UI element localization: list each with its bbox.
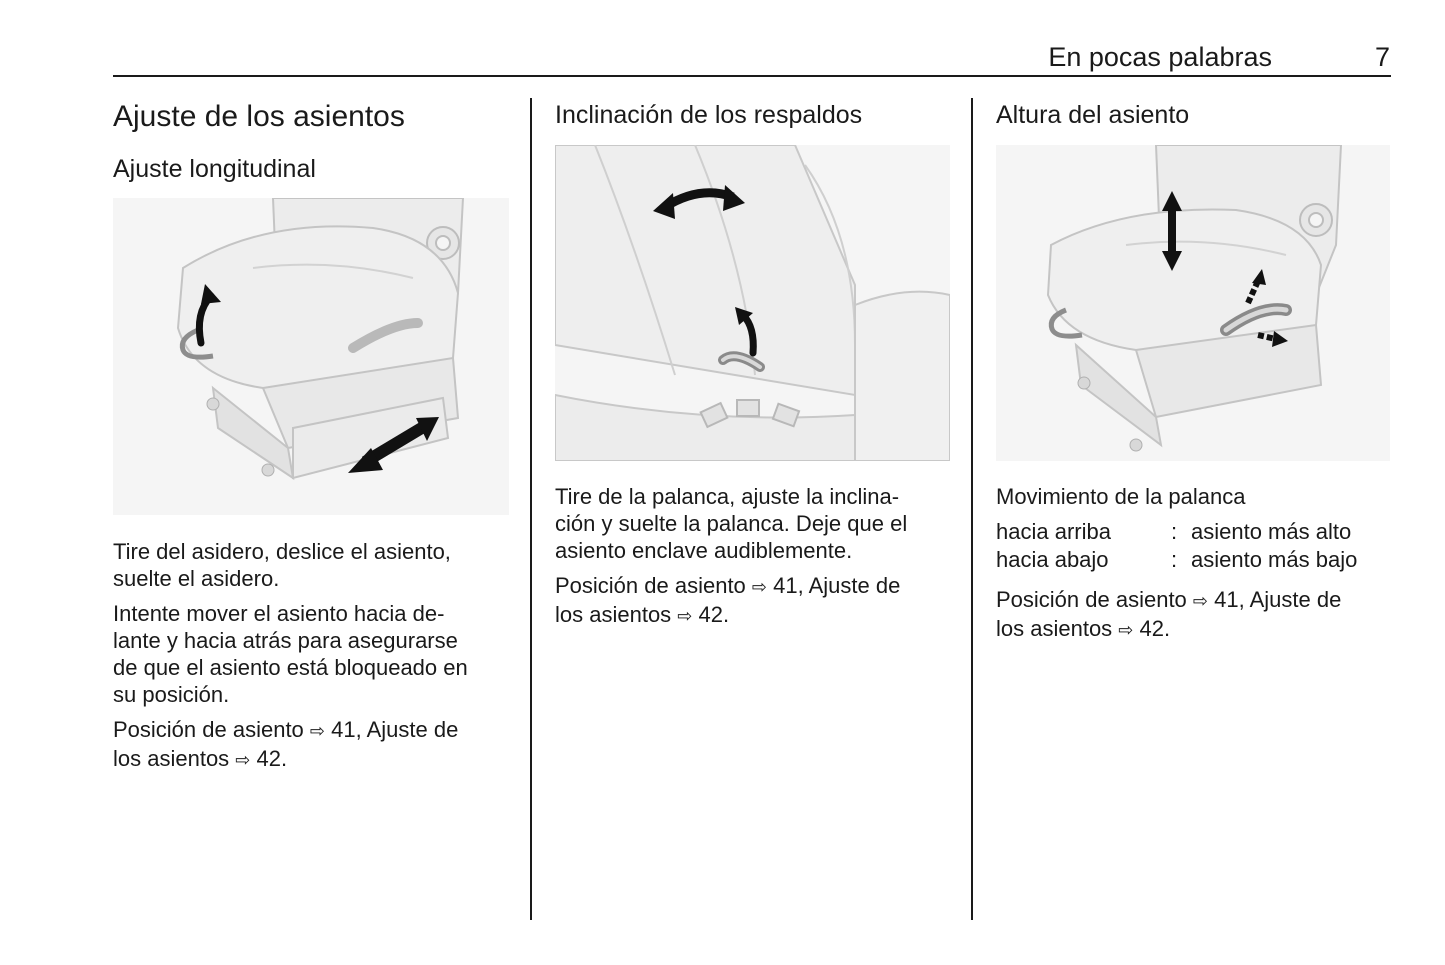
subsection-title-recline: Inclinación de los respaldos	[555, 101, 863, 129]
separator: :	[1171, 519, 1178, 544]
description: asiento más bajo	[1191, 547, 1358, 572]
col1-cross-reference	[113, 716, 513, 774]
col3-ref-text-2a: los asientos	[996, 616, 1119, 641]
col1-paragraph-2	[113, 600, 513, 708]
col2-p1-line1: Tire de la palanca, ajuste la inclina-	[555, 484, 900, 509]
col1-p2-line2: lante y hacia atrás para asegurarse	[113, 628, 458, 653]
figure-recline	[555, 145, 950, 461]
col3-body	[996, 483, 1396, 644]
col1-paragraph-1: Tire del asidero, deslice el asiento, suelte el asidero.	[113, 539, 451, 591]
col3-ref-text-1b: 41, Ajuste de	[1208, 587, 1342, 612]
col2-cross-reference	[555, 572, 955, 630]
col1-ref-text-2b: 42.	[250, 746, 288, 771]
separator: :	[1171, 547, 1178, 572]
col3-ref-text-1a: Posición de asiento	[996, 587, 1193, 612]
col3-intro: Movimiento de la palanca	[996, 484, 1246, 509]
col2-ref-text-1b: 41, Ajuste de	[767, 573, 901, 598]
col1-ref-text-1b: 41, Ajuste de	[325, 717, 459, 742]
col2-p1-line3: asiento enclave audiblemente.	[555, 538, 853, 563]
col1-ref-text-1a: Posición de asiento	[113, 717, 310, 742]
description: asiento más alto	[1191, 519, 1352, 544]
term: hacia arriba	[996, 519, 1111, 544]
table-row	[996, 518, 1396, 546]
arrow-reference-icon: ⇨	[309, 721, 325, 742]
term: hacia abajo	[996, 547, 1109, 572]
column-divider-2	[971, 98, 973, 920]
col1-p2-line3: de que el asiento está bloqueado en	[113, 655, 468, 680]
col1-body	[113, 538, 513, 782]
lever-movement-table	[996, 518, 1396, 574]
col2-paragraph-1	[555, 483, 955, 564]
arrow-reference-icon: ⇨	[1118, 620, 1134, 641]
col3-ref-text-2b: 42.	[1133, 616, 1171, 641]
section-title: Ajuste de los asientos	[113, 100, 405, 133]
figure-height	[996, 145, 1390, 461]
arrow-reference-icon: ⇨	[751, 577, 767, 598]
backrest-recline-illustration	[555, 145, 950, 461]
seat-height-illustration	[996, 145, 1390, 461]
col1-p2-line1: Intente mover el asiento hacia de-	[113, 601, 445, 626]
col2-ref-text-1a: Posición de asiento	[555, 573, 752, 598]
subsection-title-height: Altura del asiento	[996, 101, 1190, 129]
arrow-reference-icon: ⇨	[1192, 591, 1208, 612]
col3-cross-reference	[996, 586, 1396, 644]
arrow-reference-icon: ⇨	[677, 606, 693, 627]
page-number: 7	[1374, 42, 1390, 72]
col1-ref-text-2a: los asientos	[113, 746, 236, 771]
figure-longitudinal	[113, 198, 509, 515]
seat-longitudinal-illustration	[113, 198, 509, 515]
running-header-title: En pocas palabras	[1048, 42, 1272, 72]
col2-p1-line2: ción y suelte la palanca. Deje que el	[555, 511, 908, 536]
arrow-reference-icon: ⇨	[235, 750, 251, 771]
col2-ref-text-2b: 42.	[692, 602, 730, 627]
subsection-title-longitudinal: Ajuste longitudinal	[113, 155, 316, 183]
col2-body	[555, 483, 955, 638]
header-divider	[113, 75, 1391, 77]
column-divider-1	[530, 98, 532, 920]
col2-ref-text-2a: los asientos	[555, 602, 678, 627]
table-row	[996, 546, 1396, 574]
col1-p2-line4: su posición.	[113, 682, 230, 707]
